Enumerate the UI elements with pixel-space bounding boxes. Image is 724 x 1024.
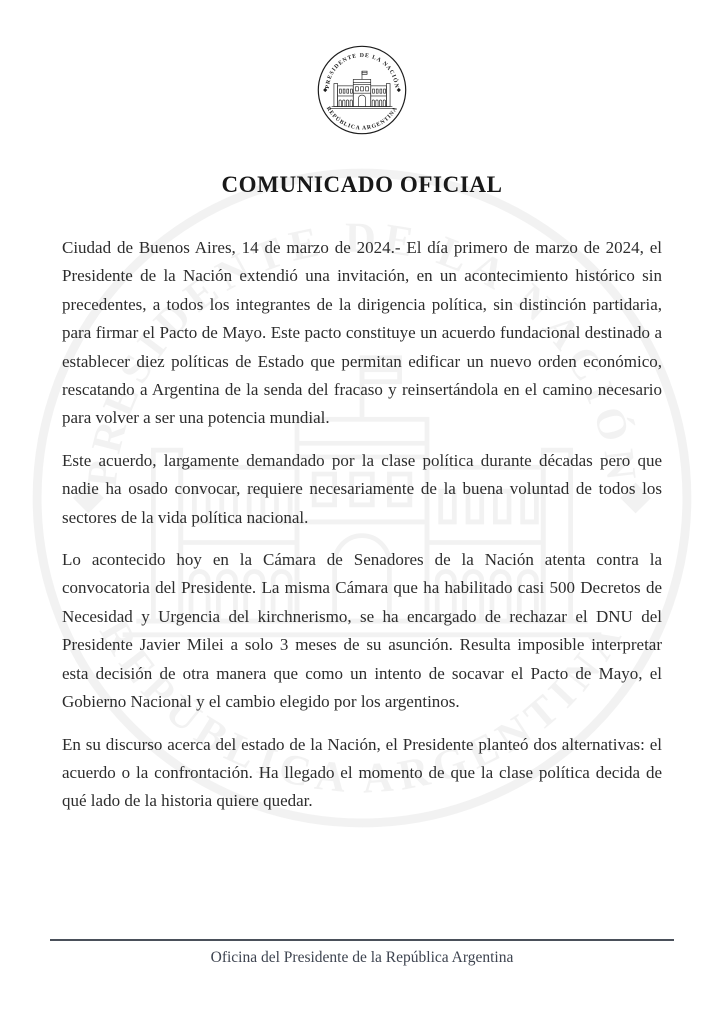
paragraph-4: En su discurso acerca del estado de la Nación, el Presidente planteó dos alternativas: el acuerdo o la confrontación. Ha llegado el momento de que la clase política decida de qué lado de la historia quiere quedar. (62, 734, 662, 811)
document-footer (0, 939, 724, 967)
masthead (0, 0, 724, 136)
document-body (62, 234, 662, 816)
casa-rosada-drawing (330, 71, 394, 108)
svg-text:REPÚBLICA ARGENTINA (325, 106, 399, 132)
presidential-seal-icon (316, 44, 408, 136)
paragraph-3: Lo acontecido hoy en la Cámara de Senadores de la Nación atenta contra la convocatoria del Presidente. La misma Cámara que ha habilitado casi 500 Decretos de Necesidad y Urgencia del kirchnerismo, se ha encargado de rechazar el DNU del Presidente Javier Milei a solo 3 meses de su asunción. Resulta imposible interpretar esta decisión de otra manera que como un intento de socavar el Pacto de Mayo, el Gobierno Nacional y el cambio elegido por los argentinos. (62, 550, 662, 712)
seal-bottom-text: REPÚBLICA ARGENTINA (324, 105, 400, 132)
footer-office-label: Oficina del Presidente de la República Argentina (210, 949, 514, 966)
page-title: COMUNICADO OFICIAL (221, 172, 503, 197)
paragraph-1: Ciudad de Buenos Aires, 14 de marzo de 2024.- El día primero de marzo de 2024, el Presidente de la Nación extendió una invitación, en un acontecimiento histórico sin precedentes, a todos los integrantes de la dirigencia política, sin distinción partidaria, para firmar el Pacto de Mayo. Este pacto constituye un acuerdo fundacional destinado a establecer diez políticas de Estado que permitan edificar un nuevo orden económico, rescatando a Argentina de la senda del fracaso y reinsertándola en el camino necesario para volver a ser una potencia mundial. (62, 238, 662, 428)
footer-divider (50, 939, 674, 941)
paragraph-2: Este acuerdo, largamente demandado por la clase política durante décadas pero que nadie ha osado convocar, requiere necesariamente de la buena voluntad de todos los sectores de la vida política nacional. (62, 450, 662, 527)
seal-top-text: PRESIDENTE DE LA NACIÓN (324, 52, 400, 90)
